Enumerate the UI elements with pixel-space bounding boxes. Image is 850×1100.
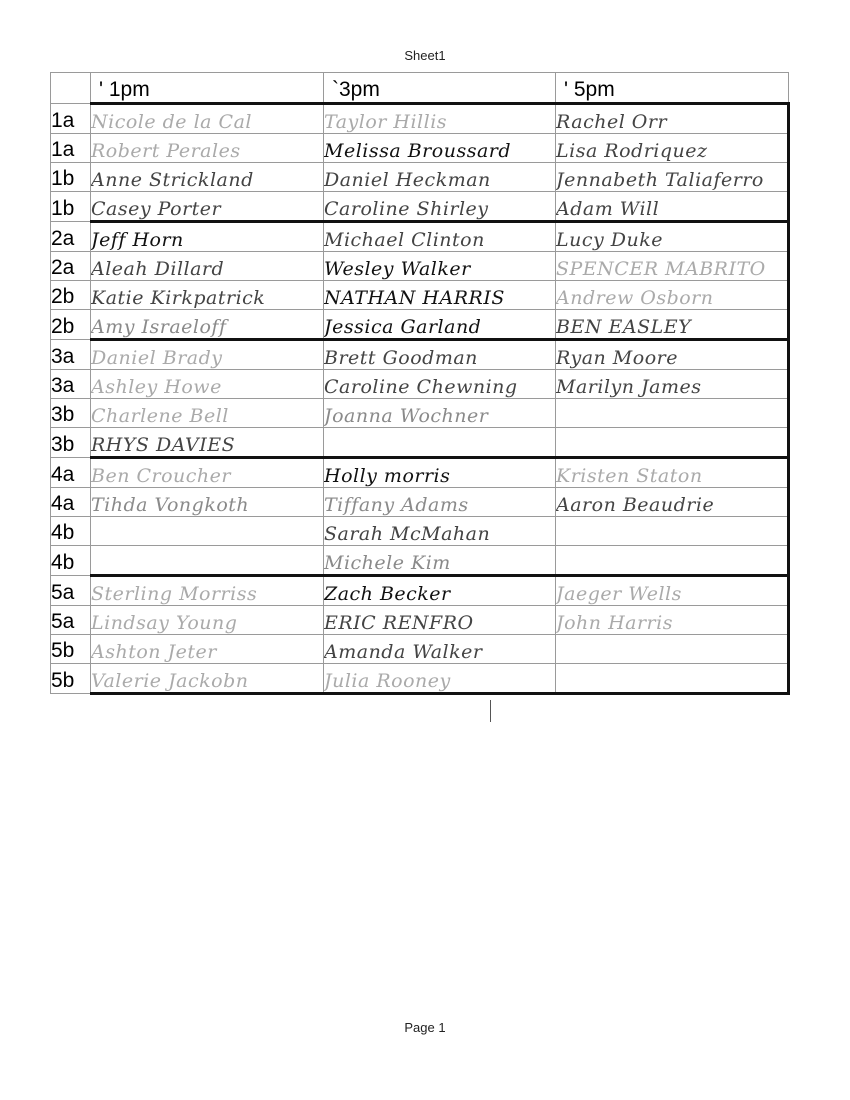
slot-5pm: Kristen Staton <box>556 458 789 488</box>
schedule-grid <box>50 72 788 695</box>
slot-3pm: Amanda Walker <box>324 635 556 664</box>
row-label: 1a <box>51 104 91 134</box>
table-row <box>51 546 789 576</box>
slot-5pm: Andrew Osborn <box>556 281 789 310</box>
slot-5pm <box>556 399 789 428</box>
slot-5pm: John Harris <box>556 606 789 635</box>
slot-5pm <box>556 428 789 458</box>
row-label: 2b <box>51 281 91 310</box>
table-row <box>51 488 789 517</box>
table-row <box>51 104 789 134</box>
schedule-table <box>50 72 790 695</box>
row-label: 4a <box>51 458 91 488</box>
row-label: 1a <box>51 134 91 163</box>
column-header-5pm: ' 5pm <box>556 73 789 104</box>
row-label: 2a <box>51 222 91 252</box>
slot-1pm: Ashton Jeter <box>91 635 324 664</box>
slot-3pm: Joanna Wochner <box>324 399 556 428</box>
slot-5pm: Ryan Moore <box>556 340 789 370</box>
table-row <box>51 664 789 694</box>
slot-5pm: Lucy Duke <box>556 222 789 252</box>
slot-1pm <box>91 517 324 546</box>
table-row <box>51 370 789 399</box>
table-row <box>51 428 789 458</box>
row-label: 5a <box>51 576 91 606</box>
table-row <box>51 222 789 252</box>
corner-cell <box>51 73 91 104</box>
sheet-title: Sheet1 <box>404 48 446 63</box>
table-row <box>51 310 789 340</box>
table-row <box>51 134 789 163</box>
slot-1pm: Charlene Bell <box>91 399 324 428</box>
slot-5pm <box>556 664 789 694</box>
slot-1pm: Amy Israeloff <box>91 310 324 340</box>
slot-1pm: Tihda Vongkoth <box>91 488 324 517</box>
slot-3pm <box>324 428 556 458</box>
slot-5pm: SPENCER MABRITO <box>556 252 789 281</box>
row-label: 5b <box>51 664 91 694</box>
slot-5pm: Aaron Beaudrie <box>556 488 789 517</box>
table-row <box>51 252 789 281</box>
header-row <box>51 73 789 104</box>
slot-1pm: Jeff Horn <box>91 222 324 252</box>
slot-1pm: Aleah Dillard <box>91 252 324 281</box>
table-row <box>51 458 789 488</box>
slot-3pm: Zach Becker <box>324 576 556 606</box>
slot-3pm: Melissa Broussard <box>324 134 556 163</box>
pen-stroke-mark <box>490 700 491 722</box>
slot-1pm: Nicole de la Cal <box>91 104 324 134</box>
slot-3pm: ERIC RENFRO <box>324 606 556 635</box>
slot-1pm: Casey Porter <box>91 192 324 222</box>
slot-5pm <box>556 517 789 546</box>
slot-1pm: Sterling Morriss <box>91 576 324 606</box>
slot-1pm: Robert Perales <box>91 134 324 163</box>
slot-3pm: Caroline Chewning <box>324 370 556 399</box>
table-row <box>51 192 789 222</box>
slot-1pm: Daniel Brady <box>91 340 324 370</box>
table-row <box>51 517 789 546</box>
slot-3pm: Holly morris <box>324 458 556 488</box>
slot-1pm: Lindsay Young <box>91 606 324 635</box>
table-row <box>51 163 789 192</box>
column-header-3pm: `3pm <box>324 73 556 104</box>
slot-1pm: Anne Strickland <box>91 163 324 192</box>
slot-5pm: Adam Will <box>556 192 789 222</box>
row-label: 3b <box>51 399 91 428</box>
row-label: 1b <box>51 192 91 222</box>
slot-3pm: Julia Rooney <box>324 664 556 694</box>
row-label: 5a <box>51 606 91 635</box>
slot-1pm: Ashley Howe <box>91 370 324 399</box>
row-label: 3a <box>51 340 91 370</box>
table-row <box>51 281 789 310</box>
slot-5pm: Marilyn James <box>556 370 789 399</box>
row-label: 1b <box>51 163 91 192</box>
slot-3pm: NATHAN HARRIS <box>324 281 556 310</box>
row-label: 2b <box>51 310 91 340</box>
column-header-1pm: ' 1pm <box>91 73 324 104</box>
slot-3pm: Caroline Shirley <box>324 192 556 222</box>
slot-1pm: Katie Kirkpatrick <box>91 281 324 310</box>
table-row <box>51 340 789 370</box>
page-number: Page 1 <box>404 1020 446 1035</box>
slot-1pm: RHYS DAVIES <box>91 428 324 458</box>
row-label: 3a <box>51 370 91 399</box>
slot-5pm <box>556 546 789 576</box>
row-label: 3b <box>51 428 91 458</box>
slot-5pm <box>556 635 789 664</box>
table-row <box>51 606 789 635</box>
slot-5pm: Jaeger Wells <box>556 576 789 606</box>
slot-3pm: Jessica Garland <box>324 310 556 340</box>
table-row <box>51 635 789 664</box>
slot-5pm: Jennabeth Taliaferro <box>556 163 789 192</box>
slot-3pm: Sarah McMahan <box>324 517 556 546</box>
slot-1pm: Valerie Jackobn <box>91 664 324 694</box>
slot-3pm: Taylor Hillis <box>324 104 556 134</box>
table-row <box>51 576 789 606</box>
row-label: 5b <box>51 635 91 664</box>
slot-5pm: BEN EASLEY <box>556 310 789 340</box>
slot-3pm: Michael Clinton <box>324 222 556 252</box>
row-label: 4b <box>51 517 91 546</box>
row-label: 4a <box>51 488 91 517</box>
slot-3pm: Wesley Walker <box>324 252 556 281</box>
table-row <box>51 399 789 428</box>
slot-3pm: Michele Kim <box>324 546 556 576</box>
row-label: 2a <box>51 252 91 281</box>
row-label: 4b <box>51 546 91 576</box>
slot-5pm: Rachel Orr <box>556 104 789 134</box>
slot-1pm <box>91 546 324 576</box>
slot-5pm: Lisa Rodriquez <box>556 134 789 163</box>
slot-3pm: Tiffany Adams <box>324 488 556 517</box>
slot-1pm: Ben Croucher <box>91 458 324 488</box>
slot-3pm: Brett Goodman <box>324 340 556 370</box>
slot-3pm: Daniel Heckman <box>324 163 556 192</box>
